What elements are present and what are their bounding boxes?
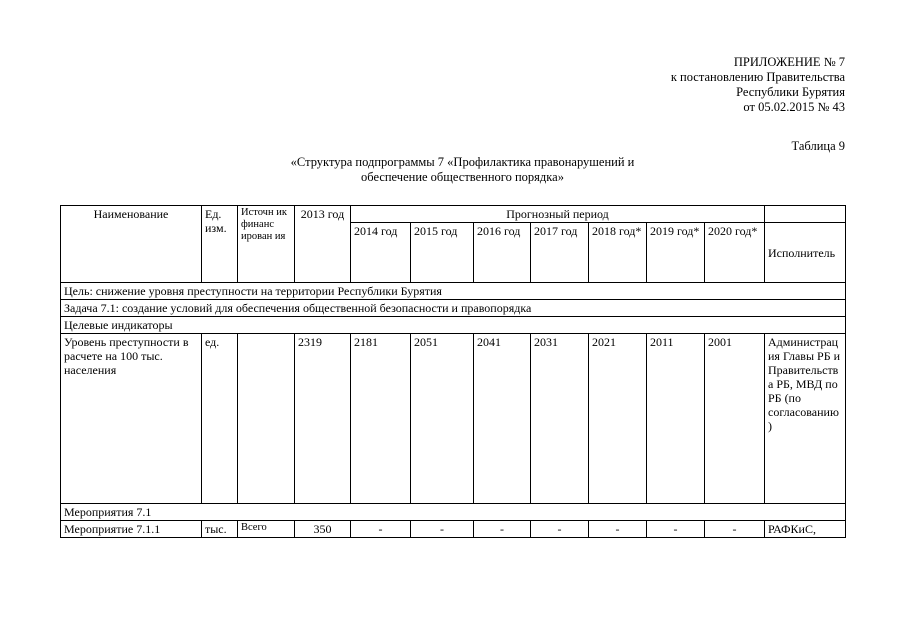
header-forecast: Прогнозный период <box>351 206 765 223</box>
row2-2016: - <box>474 521 531 538</box>
header-year-2019: 2019 год* <box>647 223 705 283</box>
row2-unit: тыс. <box>202 521 238 538</box>
row1-2019: 2011 <box>647 334 705 504</box>
table-row <box>61 521 846 538</box>
table-row <box>61 334 846 504</box>
header-republic: Республики Бурятия <box>736 85 845 99</box>
table-number: Таблица 9 <box>791 139 845 153</box>
header-year-2018: 2018 год* <box>589 223 647 283</box>
row2-2015: - <box>411 521 474 538</box>
row1-executor: Администрация Главы РБ и Правительства РБ, МВД по РБ (по согласованию) <box>765 334 846 504</box>
header-year-2015: 2015 год <box>411 223 474 283</box>
events-text: Мероприятия 7.1 <box>61 504 846 521</box>
task-row <box>61 300 846 317</box>
header-year-2017: 2017 год <box>531 223 589 283</box>
header-2013: 2013 год <box>295 206 351 283</box>
header-decree: к постановлению Правительства <box>670 70 845 84</box>
row1-2018: 2021 <box>589 334 647 504</box>
row2-2019: - <box>647 521 705 538</box>
header-source: Источн ик финанс ирован ия <box>238 206 295 283</box>
header-executor-top <box>765 206 846 223</box>
row2-source: Всего <box>238 521 295 538</box>
row1-2013: 2319 <box>295 334 351 504</box>
row2-2018: - <box>589 521 647 538</box>
row1-unit: ед. <box>202 334 238 504</box>
row1-2016: 2041 <box>474 334 531 504</box>
indicators-text: Целевые индикаторы <box>61 317 846 334</box>
row1-2017: 2031 <box>531 334 589 504</box>
row1-name: Уровень преступности в расчете на 100 тыс. населения <box>61 334 202 504</box>
header-date: от 05.02.2015 № 43 <box>743 100 845 114</box>
row1-2015: 2051 <box>411 334 474 504</box>
goal-text: Цель: снижение уровня преступности на территории Республики Бурятия <box>61 283 846 300</box>
title-line-1: «Структура подпрограммы 7 «Профилактика правонарушений и <box>290 155 635 169</box>
title-line-2: обеспечение общественного порядка» <box>361 170 564 184</box>
document-title <box>0 155 905 185</box>
structure-table <box>60 205 846 538</box>
row2-executor: РАФКиС, <box>765 521 846 538</box>
row1-2020: 2001 <box>705 334 765 504</box>
indicators-row <box>61 317 846 334</box>
header-year-2016: 2016 год <box>474 223 531 283</box>
row2-2020: - <box>705 521 765 538</box>
header-year-2020: 2020 год* <box>705 223 765 283</box>
goal-row <box>61 283 846 300</box>
events-row <box>61 504 846 521</box>
header-name: Наименование <box>61 206 202 283</box>
header-appendix: ПРИЛОЖЕНИЕ № 7 <box>733 55 845 69</box>
row2-name: Мероприятие 7.1.1 <box>61 521 202 538</box>
row1-source <box>238 334 295 504</box>
row2-2014: - <box>351 521 411 538</box>
row2-2017: - <box>531 521 589 538</box>
table-header-row-1 <box>61 206 846 223</box>
task-text: Задача 7.1: создание условий для обеспечения общественной безопасности и правопорядка <box>61 300 846 317</box>
row2-2013: 350 <box>295 521 351 538</box>
row1-2014: 2181 <box>351 334 411 504</box>
header-unit: Ед. изм. <box>202 206 238 283</box>
header-year-2014: 2014 год <box>351 223 411 283</box>
header-executor: Исполнитель <box>765 223 846 283</box>
document-header <box>671 55 845 115</box>
